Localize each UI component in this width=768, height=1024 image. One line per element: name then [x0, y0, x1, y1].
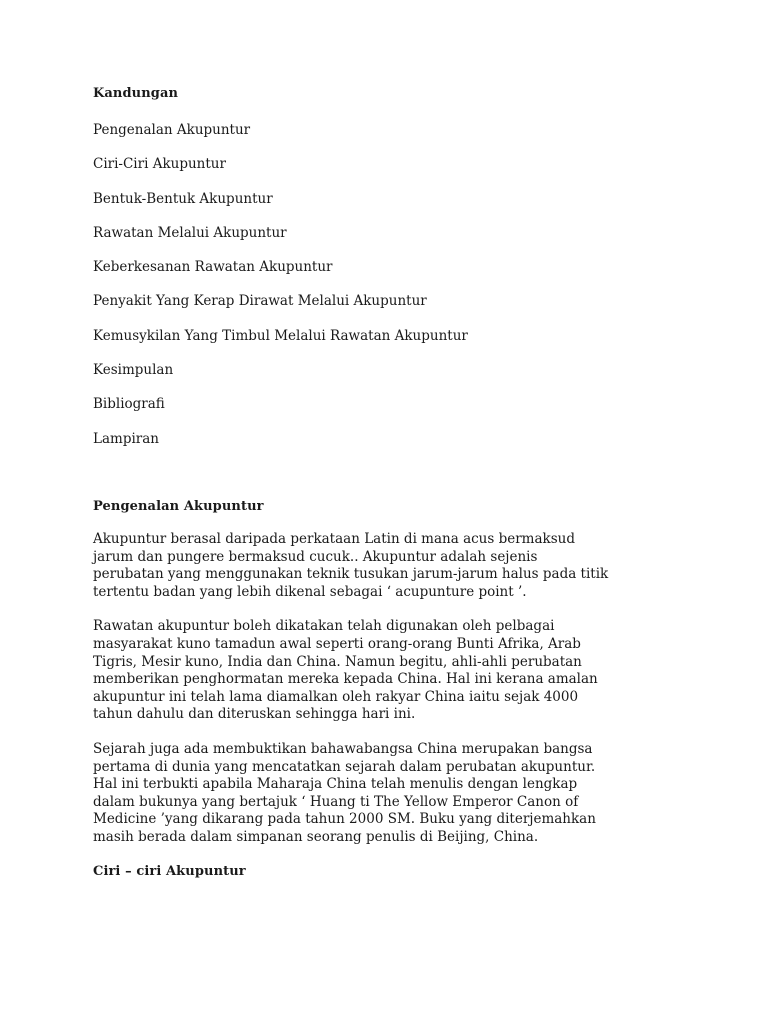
toc-section	[93, 86, 693, 120]
ciri-heading: Ciri – ciri Akupuntur	[93, 864, 246, 880]
toc-item-ciri: Ciri-Ciri Akupuntur	[93, 156, 226, 173]
toc-item-pengenalan: Pengenalan Akupuntur	[93, 122, 251, 138]
paragraph-line: masyarakat kuno tamadun awal seperti orang-orang Bunti Afrika, Arab	[93, 635, 581, 652]
paragraph-line: tahun dahulu dan diteruskan sehingga hari ini.	[93, 706, 416, 723]
intro-heading: Pengenalan Akupuntur	[93, 498, 264, 514]
paragraph-line: Medicine ’yang dikarang pada tahun 2000 SM. Buku yang diterjemahkan	[93, 811, 596, 828]
paragraph-line: masih berada dalam simpanan seorang penulis di Beijing, China.	[93, 828, 539, 845]
paragraph-line: perubatan yang menggunakan teknik tusukan jarum-jarum halus pada titik	[93, 566, 609, 583]
paragraph-line: Sejarah juga ada membuktikan bahawabangsa China merupakan bangsa	[93, 740, 593, 757]
table-of-contents	[93, 120, 693, 463]
paragraph-line: tertentu badan yang lebih dikenal sebagai ‘ acupunture point ’.	[93, 583, 527, 600]
paragraph-line: akupuntur ini telah lama diamalkan oleh rakyar China iaitu sejak 4000	[93, 688, 579, 705]
toc-item-kemusykilan: Kemusykilan Yang Timbul Melalui Rawatan Akupuntur	[93, 327, 468, 344]
toc-item-lampiran: Lampiran	[93, 430, 159, 447]
toc-item-kesimpulan: Kesimpulan	[93, 362, 174, 379]
paragraph-line: Rawatan akupuntur boleh dikatakan telah digunakan oleh pelbagai	[93, 618, 555, 635]
toc-item-penyakit: Penyakit Yang Kerap Dirawat Melalui Akupuntur	[93, 293, 427, 310]
document-page	[93, 86, 693, 879]
paragraph-line: pertama di dunia yang mencatatkan sejarah dalam perubatan akupuntur.	[93, 758, 596, 775]
intro-paragraph-1	[93, 531, 693, 601]
intro-paragraph-2	[93, 618, 693, 724]
intro-paragraph-3	[93, 741, 693, 847]
toc-item-rawatan: Rawatan Melalui Akupuntur	[93, 224, 287, 241]
paragraph-line: memberikan penghormatan mereka kepada China. Hal ini kerana amalan	[93, 671, 598, 688]
toc-item-bibliografi: Bibliografi	[93, 396, 165, 413]
toc-item-bentuk: Bentuk-Bentuk Akupuntur	[93, 190, 273, 207]
paragraph-line: Akupuntur berasal daripada perkataan Latin di mana acus bermaksud	[93, 530, 575, 547]
paragraph-line: dalam bukunya yang bertajuk ‘ Huang ti The Yellow Emperor Canon of	[93, 793, 579, 810]
paragraph-line: jarum dan pungere bermaksud cucuk.. Akupuntur adalah sejenis	[93, 548, 538, 565]
paragraph-line: Hal ini terbukti apabila Maharaja China telah menulis dengan lengkap	[93, 776, 578, 793]
toc-item-keberkesanan: Keberkesanan Rawatan Akupuntur	[93, 259, 333, 276]
toc-heading: Kandungan	[93, 86, 179, 101]
paragraph-line: Tigris, Mesir kuno, India dan China. Namun begitu, ahli-ahli perubatan	[93, 653, 582, 670]
